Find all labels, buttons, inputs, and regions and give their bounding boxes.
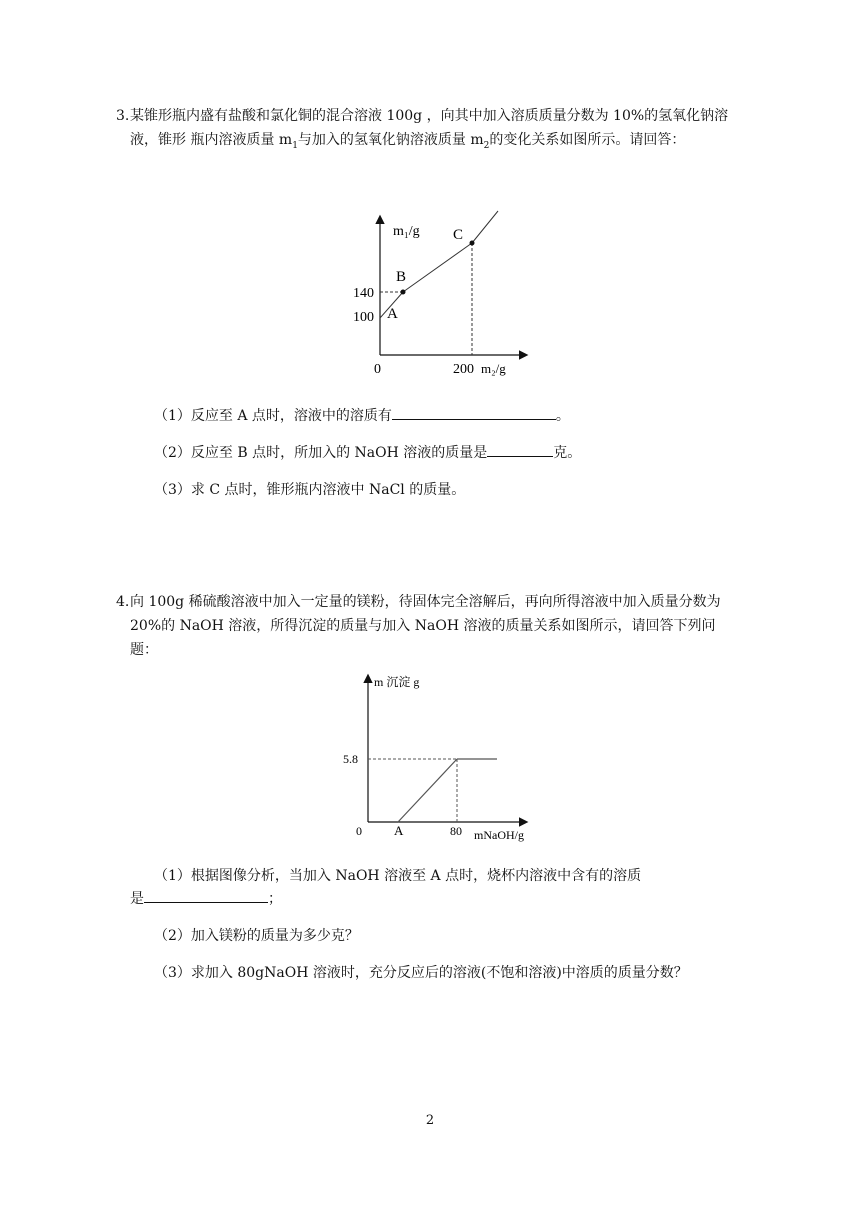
x-axis-label: m₂/g	[481, 361, 506, 376]
problem4-stem	[116, 590, 742, 662]
y-tick-5-8: 5.8	[343, 752, 358, 766]
problem3-number: 3.	[116, 108, 130, 124]
problem4-q1-cont	[130, 888, 282, 909]
origin-label: 0	[374, 362, 381, 377]
problem4-q3: （3）求加入 80gNaOH 溶液时，充分反应后的溶液(不饱和溶液)中溶质的质量分数？	[154, 965, 688, 981]
problem4-number: 4.	[116, 594, 130, 610]
problem4-q1: （1）根据图像分析，当加入 NaOH 溶液至 A 点时，烧杯内溶液中含有的溶质	[154, 868, 642, 884]
y-axis-label: m₁/g	[393, 224, 420, 239]
problem3-q2-text: （2）反应至 B 点时，所加入的 NaOH 溶液的质量是	[154, 445, 488, 461]
problem3-stem-text-c: 的变化关系如图所示。请回答：	[489, 132, 686, 148]
problem3-stem-text-b: 与加入的氢氧化钠溶液质量 m	[297, 132, 484, 148]
label-a: A	[387, 306, 398, 322]
problem4-q1-end: ；	[268, 891, 282, 907]
x-tick-200: 200	[453, 362, 474, 377]
y-tick-140: 140	[353, 286, 374, 301]
x-axis-label: mNaOH/g	[474, 828, 524, 842]
problem3-q1-end: 。	[555, 408, 570, 424]
origin-label: 0	[356, 824, 362, 838]
subscript-2: 2	[483, 140, 490, 151]
problem3-q2	[154, 442, 581, 463]
point-b	[401, 290, 406, 295]
problem3-chart	[340, 205, 540, 380]
problem3-stem-text-a: 某锥形瓶内盛有盐酸和氯化铜的混合溶液 100g ，向其中加入溶质质量分数为 10%的氢氧化钠溶液，锥形 瓶内溶液质量 m	[130, 108, 729, 148]
label-a: A	[394, 823, 404, 838]
x-tick-80: 80	[450, 824, 462, 838]
label-b: B	[396, 269, 407, 285]
problem4-stem-text: 向 100g 稀硫酸溶液中加入一定量的镁粉，待固体完全溶解后，再向所得溶液中加入质量分数为 20%的 NaOH 溶液，所得沉淀的质量与加入 NaOH 溶液的质量关系如图所示，请回答下列问题：	[130, 594, 721, 658]
page-number: 2	[425, 1113, 435, 1128]
line-bc	[403, 243, 472, 292]
line-beyond-c	[472, 211, 498, 243]
problem3-q1-text: （1）反应至 A 点时，溶液中的溶质有	[154, 408, 392, 424]
rising-line	[398, 759, 457, 822]
point-c	[470, 241, 475, 246]
problem3-q1	[154, 405, 570, 426]
problem3-q3: （3）求 C 点时，锥形瓶内溶液中 NaCl 的质量。	[154, 482, 466, 498]
problem4-q2: （2）加入镁粉的质量为多少克？	[154, 928, 359, 944]
answer-blank[interactable]	[487, 442, 553, 457]
problem3-q2-end: 克。	[553, 445, 582, 461]
problem4-chart	[330, 668, 560, 843]
problem3-stem	[116, 104, 742, 158]
y-axis-label: m 沉淀 g	[374, 675, 420, 689]
answer-blank[interactable]	[144, 888, 268, 903]
answer-blank[interactable]	[392, 405, 556, 420]
y-tick-100: 100	[353, 310, 374, 325]
label-c: C	[453, 227, 464, 243]
subscript-1: 1	[292, 140, 298, 151]
problem4-q1-shi: 是	[130, 891, 144, 907]
